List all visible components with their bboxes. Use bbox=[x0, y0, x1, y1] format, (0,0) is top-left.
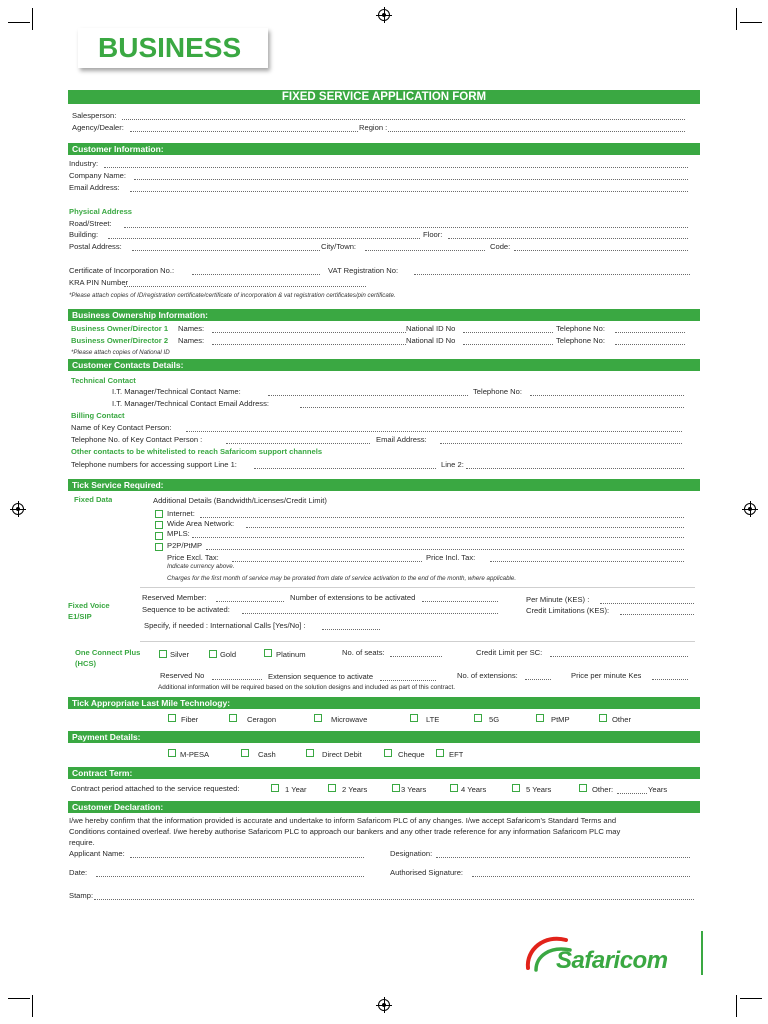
road-field[interactable] bbox=[124, 227, 688, 228]
email-field[interactable] bbox=[130, 191, 688, 192]
declaration-line-2: Conditions contained overleaf. I/we hereby authorise Safaricom PLC to approach our bankers and any other trade reference for any information Safaricom PLC may bbox=[69, 827, 621, 836]
microwave-checkbox[interactable] bbox=[314, 714, 322, 722]
eft-checkbox[interactable] bbox=[436, 749, 444, 757]
1-year-label: 1 Year bbox=[285, 785, 307, 794]
applicant-name-label: Applicant Name: bbox=[69, 849, 125, 858]
price-incl-field[interactable] bbox=[490, 561, 684, 562]
4-years-checkbox[interactable] bbox=[450, 784, 458, 792]
attach-id-note: *Please attach copies of ID/registration certificate/certificate of incorporation & vat registration certificates/pin certificate. bbox=[69, 292, 396, 299]
wan-label: Wide Area Network: bbox=[167, 519, 235, 528]
direct-debit-label: Direct Debit bbox=[322, 750, 362, 759]
cash-label: Cash bbox=[258, 750, 276, 759]
additional-info-note: Additional information will be required based on the solution designs and included as part of this contract. bbox=[158, 684, 455, 691]
director-2-tel-label: Telephone No: bbox=[556, 336, 605, 345]
it-name-label: I.T. Manager/Technical Contact Name: bbox=[112, 387, 241, 396]
salesperson-field[interactable] bbox=[122, 119, 685, 120]
director-2-tel-field[interactable] bbox=[615, 344, 685, 345]
industry-label: Industry: bbox=[69, 159, 99, 168]
region-field[interactable] bbox=[388, 131, 685, 132]
crop-mark bbox=[32, 8, 33, 30]
floor-label: Floor: bbox=[423, 230, 443, 239]
crop-mark bbox=[740, 998, 762, 999]
key-name-field[interactable] bbox=[186, 431, 682, 432]
it-tel-label: Telephone No: bbox=[473, 387, 522, 396]
p2p-label: P2P/PtMP bbox=[167, 541, 203, 550]
crop-mark bbox=[740, 22, 762, 23]
3-years-checkbox[interactable] bbox=[392, 784, 400, 792]
divider bbox=[140, 641, 695, 642]
extensions-field[interactable] bbox=[422, 601, 498, 602]
other-term-suffix: Years bbox=[648, 785, 668, 794]
mpls-checkbox[interactable] bbox=[155, 532, 163, 540]
reserved-no-field[interactable] bbox=[212, 679, 262, 680]
platinum-checkbox[interactable] bbox=[264, 649, 272, 657]
key-name-label: Name of Key Contact Person: bbox=[71, 423, 172, 432]
section-tick-service-required: Tick Service Required: bbox=[68, 479, 700, 491]
section-customer-information: Customer Information: bbox=[68, 143, 700, 155]
mpls-label: MPLS: bbox=[167, 529, 190, 538]
postal-label: Postal Address: bbox=[69, 242, 122, 251]
p2p-checkbox[interactable] bbox=[155, 543, 163, 551]
key-tel-label: Telephone No. of Key Contact Person : bbox=[71, 435, 203, 444]
no-extensions-field[interactable] bbox=[525, 679, 551, 680]
silver-label: Silver bbox=[170, 650, 189, 659]
gold-label: Gold bbox=[220, 650, 237, 659]
registration-mark-icon bbox=[378, 999, 390, 1011]
code-field[interactable] bbox=[514, 250, 688, 251]
lte-checkbox[interactable] bbox=[410, 714, 418, 722]
gold-checkbox[interactable] bbox=[209, 650, 217, 658]
one-connect-plus-label: One Connect Plus bbox=[75, 648, 141, 657]
other-tech-checkbox[interactable] bbox=[599, 714, 607, 722]
city-label: City/Town: bbox=[321, 242, 357, 251]
crop-mark bbox=[8, 998, 30, 999]
reserved-no-label: Reserved No bbox=[160, 671, 205, 680]
extension-sequence-field[interactable] bbox=[380, 680, 436, 681]
code-label: Code: bbox=[490, 242, 511, 251]
internet-label: Internet: bbox=[167, 509, 195, 518]
other-term-checkbox[interactable] bbox=[579, 784, 587, 792]
international-calls-field[interactable] bbox=[322, 629, 380, 630]
director-2-names-field[interactable] bbox=[212, 344, 406, 345]
internet-checkbox[interactable] bbox=[155, 510, 163, 518]
building-field[interactable] bbox=[108, 238, 420, 239]
declaration-line-1: I/we hereby confirm that the information provided is accurate and undertake to inform Safaricom PLC of any changes. I/we accept Safaricom's Standard Terms and bbox=[69, 816, 617, 825]
director-2-id-label: National ID No bbox=[406, 336, 456, 345]
5-years-checkbox[interactable] bbox=[512, 784, 520, 792]
seats-field[interactable] bbox=[390, 656, 442, 657]
logo-divider bbox=[701, 931, 703, 975]
seats-label: No. of seats: bbox=[342, 648, 385, 657]
credit-limitations-label: Credit Limitations (KES): bbox=[526, 606, 610, 615]
company-label: Company Name: bbox=[69, 171, 126, 180]
platinum-label: Platinum bbox=[276, 650, 306, 659]
date-label: Date: bbox=[69, 868, 88, 877]
ceragon-checkbox[interactable] bbox=[229, 714, 237, 722]
support-line-1-field[interactable] bbox=[254, 468, 436, 469]
fiber-label: Fiber bbox=[181, 715, 199, 724]
vat-field[interactable] bbox=[414, 274, 690, 275]
charges-note: Charges for the first month of service may be prorated from date of service activation to the end of the month, where applicable. bbox=[167, 575, 517, 582]
registration-mark-icon bbox=[378, 9, 390, 21]
ptmp-checkbox[interactable] bbox=[536, 714, 544, 722]
registration-mark-icon bbox=[744, 503, 756, 515]
p2p-field[interactable] bbox=[206, 549, 684, 550]
applicant-name-field[interactable] bbox=[130, 857, 364, 858]
director-2-id-field[interactable] bbox=[463, 344, 553, 345]
price-excl-label: Price Excl. Tax: bbox=[167, 553, 219, 562]
microwave-label: Microwave bbox=[331, 715, 368, 724]
internet-field[interactable] bbox=[200, 517, 684, 518]
lte-label: LTE bbox=[426, 715, 440, 724]
key-tel-field[interactable] bbox=[226, 443, 370, 444]
international-calls-label: Specify, if needed : International Calls [Yes/No] : bbox=[144, 621, 306, 630]
building-label: Building: bbox=[69, 230, 99, 239]
ptmp-label: PtMP bbox=[551, 715, 570, 724]
registration-mark-icon bbox=[12, 503, 24, 515]
cheque-label: Cheque bbox=[398, 750, 425, 759]
email-label: Email Address: bbox=[69, 183, 120, 192]
2-years-checkbox[interactable] bbox=[328, 784, 336, 792]
vat-label: VAT Registration No: bbox=[328, 266, 399, 275]
designation-label: Designation: bbox=[390, 849, 433, 858]
authorised-signature-label: Authorised Signature: bbox=[390, 868, 464, 877]
section-contract-term: Contract Term: bbox=[68, 767, 700, 779]
3-years-label: 3 Years bbox=[401, 785, 427, 794]
reserved-member-label: Reserved Member: bbox=[142, 593, 207, 602]
floor-field[interactable] bbox=[448, 238, 688, 239]
credit-limitations-field[interactable] bbox=[620, 614, 694, 615]
support-line-2-label: Line 2: bbox=[441, 460, 464, 469]
kra-field[interactable] bbox=[124, 286, 366, 287]
technical-contact-label: Technical Contact bbox=[71, 376, 136, 385]
crop-mark bbox=[8, 22, 30, 23]
e1-sip-label: E1/SIP bbox=[68, 612, 92, 621]
section-customer-contacts: Customer Contacts Details: bbox=[68, 359, 700, 371]
city-field[interactable] bbox=[365, 250, 485, 251]
mpls-field[interactable] bbox=[192, 537, 684, 538]
price-per-minute-field[interactable] bbox=[652, 679, 688, 680]
certificate-label: Certificate of Incorporation No.: bbox=[69, 266, 175, 275]
section-business-ownership: Business Ownership Information: bbox=[68, 309, 700, 321]
reserved-member-field[interactable] bbox=[216, 601, 284, 602]
eft-label: EFT bbox=[449, 750, 464, 759]
agency-field[interactable] bbox=[130, 131, 358, 132]
1-year-checkbox[interactable] bbox=[271, 784, 279, 792]
stamp-field[interactable] bbox=[94, 899, 694, 900]
fixed-data-label: Fixed Data bbox=[74, 495, 113, 504]
wan-checkbox[interactable] bbox=[155, 521, 163, 529]
extension-sequence-label: Extension sequence to activate bbox=[268, 672, 374, 681]
certificate-field[interactable] bbox=[192, 274, 320, 275]
per-minute-label: Per Minute (KES) : bbox=[526, 595, 590, 604]
per-minute-field[interactable] bbox=[600, 603, 694, 604]
authorised-signature-field[interactable] bbox=[472, 876, 690, 877]
key-email-field[interactable] bbox=[440, 443, 682, 444]
no-extensions-label: No. of extensions: bbox=[457, 671, 518, 680]
additional-details-label: Additional Details (Bandwidth/Licenses/Credit Limit) bbox=[153, 496, 327, 505]
silver-checkbox[interactable] bbox=[159, 650, 167, 658]
salesperson-label: Salesperson: bbox=[72, 111, 117, 120]
price-per-minute-label: Price per minute Kes bbox=[571, 671, 642, 680]
form-title: FIXED SERVICE APPLICATION FORM bbox=[68, 90, 700, 104]
key-email-label: Email Address: bbox=[376, 435, 427, 444]
support-line-2-field[interactable] bbox=[466, 468, 684, 469]
kra-label: KRA PIN Number bbox=[69, 278, 129, 287]
director-1-names-field[interactable] bbox=[212, 332, 406, 333]
road-label: Road/Street: bbox=[69, 219, 112, 228]
it-email-label: I.T. Manager/Technical Contact Email Address: bbox=[112, 399, 270, 408]
declaration-line-3: require. bbox=[69, 838, 95, 847]
date-field[interactable] bbox=[96, 876, 364, 877]
region-label: Region : bbox=[359, 123, 388, 132]
cash-checkbox[interactable] bbox=[241, 749, 249, 757]
4-years-label: 4 Years bbox=[461, 785, 487, 794]
5g-checkbox[interactable] bbox=[474, 714, 482, 722]
fiber-checkbox[interactable] bbox=[168, 714, 176, 722]
it-email-field[interactable] bbox=[300, 407, 684, 408]
director-1-names-label: Names: bbox=[178, 324, 205, 333]
director-2-label: Business Owner/Director 2 bbox=[71, 336, 169, 345]
it-name-field[interactable] bbox=[268, 395, 468, 396]
5g-label: 5G bbox=[489, 715, 500, 724]
ceragon-label: Ceragon bbox=[247, 715, 277, 724]
director-1-label: Business Owner/Director 1 bbox=[71, 324, 169, 333]
divider bbox=[140, 587, 695, 588]
crop-mark bbox=[736, 995, 737, 1017]
support-line-1-label: Telephone numbers for accessing support Line 1: bbox=[71, 460, 237, 469]
direct-debit-checkbox[interactable] bbox=[306, 749, 314, 757]
hcs-label: (HCS) bbox=[75, 659, 97, 668]
sequence-field[interactable] bbox=[242, 613, 498, 614]
credit-limit-sc-label: Credit Limit per SC: bbox=[476, 648, 543, 657]
other-tech-label: Other bbox=[612, 715, 631, 724]
billing-contact-label: Billing Contact bbox=[71, 411, 125, 420]
other-term-label: Other: bbox=[592, 785, 614, 794]
mpesa-label: M-PESA bbox=[180, 750, 210, 759]
stamp-label: Stamp: bbox=[69, 891, 94, 900]
price-excl-field[interactable] bbox=[232, 561, 422, 562]
industry-field[interactable] bbox=[104, 167, 688, 168]
section-last-mile-technology: Tick Appropriate Last Mile Technology: bbox=[68, 697, 700, 709]
5-years-label: 5 Years bbox=[526, 785, 552, 794]
it-tel-field[interactable] bbox=[530, 395, 684, 396]
agency-label: Agency/Dealer: bbox=[72, 123, 124, 132]
fixed-voice-label: Fixed Voice bbox=[68, 601, 110, 610]
attach-national-id-note: *Please attach copies of National ID bbox=[71, 349, 170, 356]
extensions-label: Number of extensions to be activated bbox=[290, 593, 416, 602]
director-1-id-label: National ID No bbox=[406, 324, 456, 333]
wan-field[interactable] bbox=[246, 527, 684, 528]
designation-field[interactable] bbox=[436, 857, 690, 858]
business-banner: BUSINESS bbox=[78, 28, 268, 68]
other-term-field[interactable] bbox=[617, 793, 647, 794]
physical-address-label: Physical Address bbox=[69, 207, 133, 216]
2-years-label: 2 Years bbox=[342, 785, 368, 794]
postal-field[interactable] bbox=[132, 250, 320, 251]
director-2-names-label: Names: bbox=[178, 336, 205, 345]
director-1-tel-label: Telephone No: bbox=[556, 324, 605, 333]
section-customer-declaration: Customer Declaration: bbox=[68, 801, 700, 813]
director-1-id-field[interactable] bbox=[463, 332, 553, 333]
whitelist-label: Other contacts to be whitelisted to reach Safaricom support channels bbox=[71, 447, 323, 456]
safaricom-logo: Safaricom bbox=[556, 947, 668, 974]
section-payment-details: Payment Details: bbox=[68, 731, 700, 743]
mpesa-checkbox[interactable] bbox=[168, 749, 176, 757]
crop-mark bbox=[32, 995, 33, 1017]
currency-note: Indicate currency above. bbox=[167, 563, 235, 570]
sequence-label: Sequence to be activated: bbox=[142, 605, 230, 614]
contract-period-label: Contract period attached to the service requested: bbox=[71, 784, 240, 793]
crop-mark bbox=[736, 8, 737, 30]
company-field[interactable] bbox=[134, 179, 688, 180]
price-incl-label: Price Incl. Tax: bbox=[426, 553, 476, 562]
credit-limit-sc-field[interactable] bbox=[550, 656, 688, 657]
cheque-checkbox[interactable] bbox=[384, 749, 392, 757]
director-1-tel-field[interactable] bbox=[615, 332, 685, 333]
